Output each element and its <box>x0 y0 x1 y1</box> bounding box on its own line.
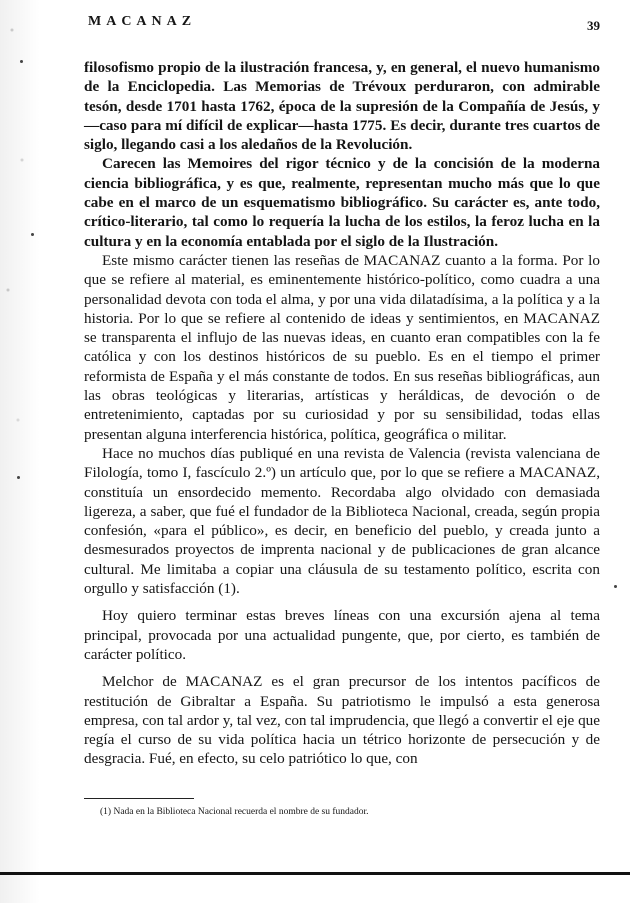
scan-speck <box>20 60 23 63</box>
paragraph-2: Carecen las Memoires del rigor técnico y de la concisión de la moderna ciencia bibliográfica, y es que, realmente, representan mucho más que lo que cabe en el marco de un esquematismo bibliográfico. Su carácter es, ante todo, crítico-literario, tal como lo requería la lucha de los estilos, la feroz lucha en la cultura y en la economía entablada por el siglo de la Ilustración. <box>84 155 600 250</box>
page-header <box>88 14 600 36</box>
page-number: 39 <box>587 18 600 33</box>
paragraph-3: Este mismo carácter tienen las reseñas de MACANAZ cuanto a la forma. Por lo que se refiere al material, es eminentemente histórico-político, como cuadra a una personalidad devota con toda el alma, y por una vida dilatadísima, a la política y a la historia. Por lo que se refiere al contenido de ideas y sentimientos, en MACANAZ se transparenta el influjo de las nuevas ideas, en cuanto eran compatibles con la fe católica y con los destinos históricos de su pueblo. Es en el tiempo el primer reformista de España y el más constante de todos. En sus reseñas bibliográficas, aun las obras teológicas y literarias, artísticas y heráldicas, de devoción o de entretenimiento, captadas por su curiosidad y por su sensibilidad, todas ellas presentan alguna interferencia histórica, política, geográfica o militar. <box>84 251 600 443</box>
paragraph-6: Melchor de MACANAZ es el gran precursor de los intentos pacíficos de restitución de Gibraltar a España. Su patriotismo le impulsó a esta generosa empresa, con tal ardor y, tal vez, con tal imprudencia, que llegó a convertir el eje que regía el curso de su vida política hacia un tétrico horizonte de persecución y de desgracia. Fué, en efecto, su celo patriótico lo que, con <box>84 673 601 768</box>
running-head: MACANAZ <box>88 14 197 29</box>
scan-speck <box>31 233 34 236</box>
body-text <box>84 58 600 769</box>
footnote: (1) Nada en la Biblioteca Nacional recuerda el nombre de su fundador. <box>100 807 369 817</box>
scan-speck <box>17 476 20 479</box>
paragraph-1: filosofismo propio de la ilustración francesa, y, en general, el nuevo humanismo de la Enciclopedia. Las Memorias de Trévoux perduraron, con admirable tesón, desde 1701 hasta 1762, época de la supresión de la Compañía de Jesús, y—caso para mí difícil de explicar—hasta 1775. Es decir, durante tres cuartos de siglo, llegando casi a los aledaños de la Revolución. <box>84 59 600 154</box>
bottom-rule <box>0 872 630 875</box>
paragraph-4: Hace no muchos días publiqué en una revista de Valencia (revista valenciana de Filología, tomo I, fascículo 2.º) un artículo que, por lo que se refiere a MACANAZ, constituía un ensordecido memento. Recordaba algo olvidado con demasiada ligereza, a saber, que fué el fundador de la Biblioteca Nacional, creada, según propia confesión, «para el público», es decir, en beneficio del pueblo, y creada junto a desmesurados proyectos de imprenta nacional y de publicaciones de gran alcance cultural. Me limitaba a copiar una cláusula de su testamento político, escrita con orgullo y satisfacción (1). <box>84 444 600 598</box>
binding-shadow <box>0 0 40 903</box>
paragraph-5: Hoy quiero terminar estas breves líneas con una excursión ajena al tema principal, provocada por una actualidad pungente, que, por cierto, es también de carácter político. <box>84 607 600 663</box>
footnote-rule <box>84 798 194 799</box>
scan-speck <box>614 585 617 588</box>
